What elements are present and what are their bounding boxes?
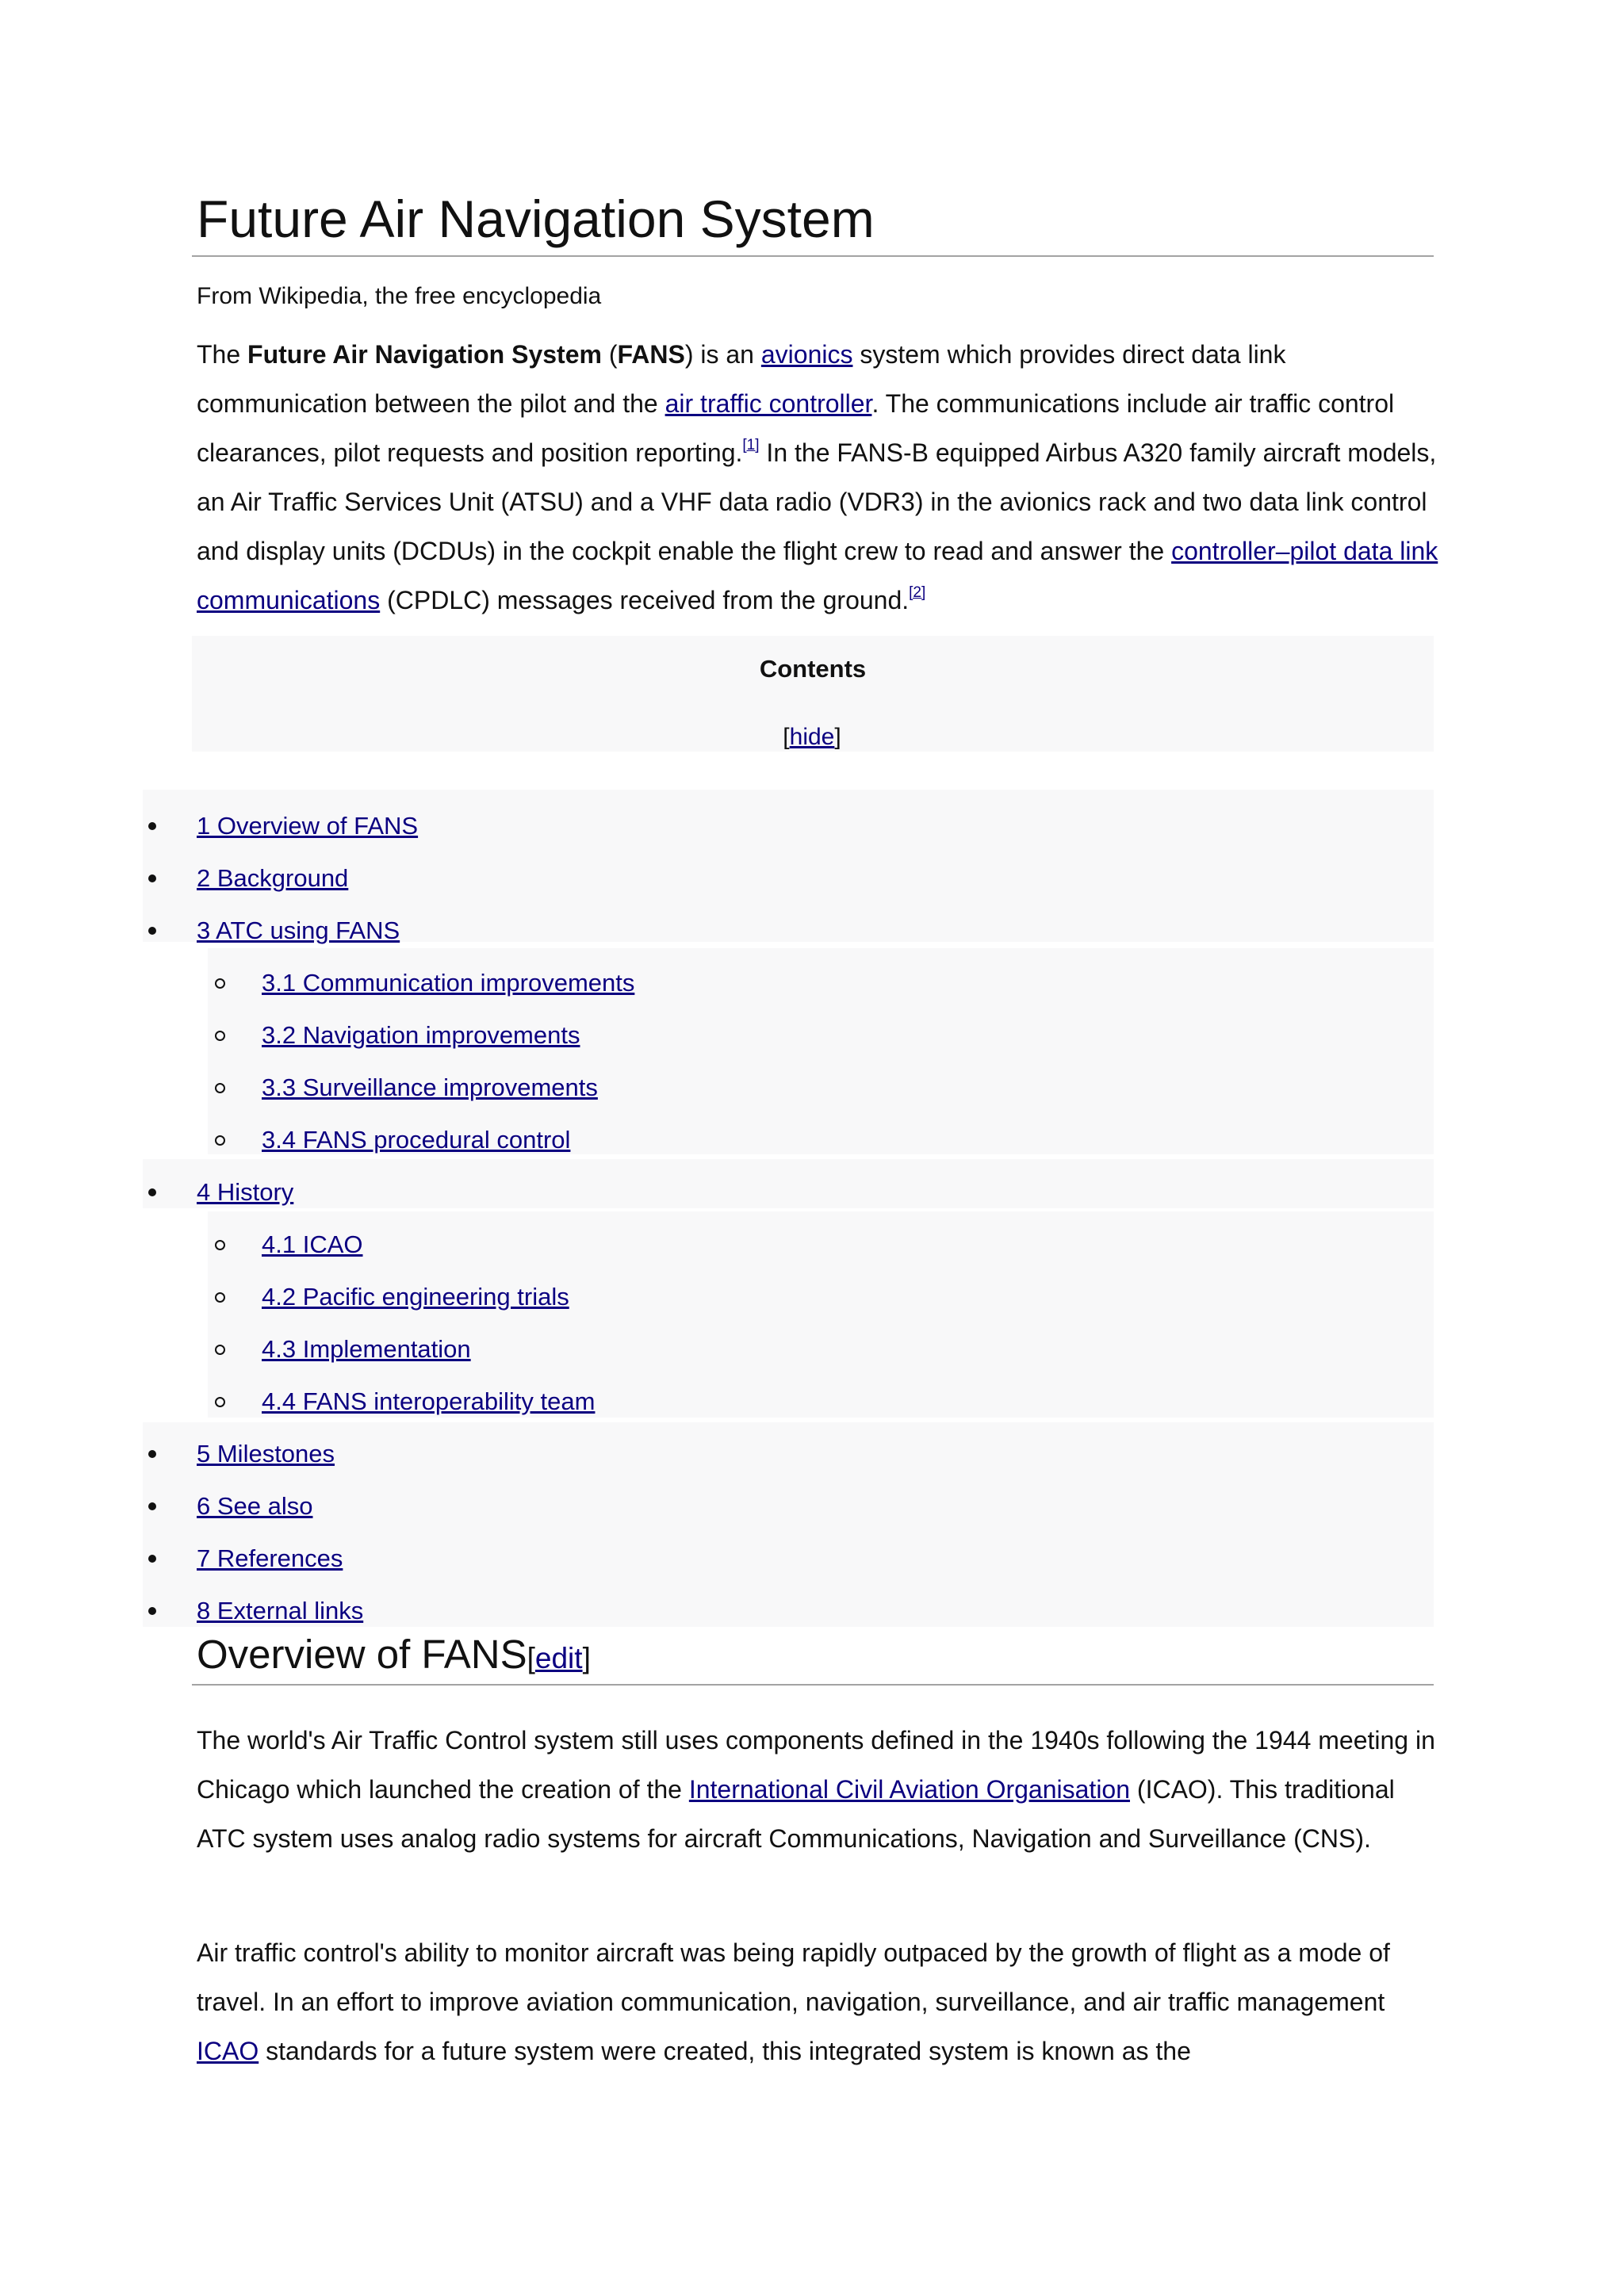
toc-item-milestones[interactable]: 5 Milestones xyxy=(197,1440,335,1468)
toc-bullet xyxy=(148,874,156,882)
toc-item-atc-using-fans[interactable]: 3 ATC using FANS xyxy=(197,916,400,944)
section-heading-text: Overview of FANS xyxy=(197,1632,527,1677)
toc-subbullet xyxy=(215,978,225,989)
toc-subbullet xyxy=(215,1135,225,1146)
toc-subbullet xyxy=(215,1083,225,1093)
toc-bullet xyxy=(148,822,156,830)
overview-paragraph-1 xyxy=(197,1716,1442,1863)
intro-paragraph xyxy=(197,330,1442,625)
section-heading-overview xyxy=(197,1630,591,1683)
section-edit xyxy=(527,1642,591,1674)
toc-subbullet xyxy=(215,1397,225,1407)
toc-subbullet xyxy=(215,1031,225,1041)
intro-text: In the FANS-B equipped Airbus A320 family aircraft models, an Air Traffic Services Unit (ATSU) and a VHF data radio (VDR3) in the avionics rack and two data link control and display units (DCDUs) in the cockpit enable the flight crew to read and answer the xyxy=(197,438,1437,565)
toc-title: Contents xyxy=(759,655,867,683)
toc-subbullet xyxy=(215,1292,225,1303)
toc-item-references[interactable]: 7 References xyxy=(197,1544,343,1572)
toc-item-see-also[interactable]: 6 See also xyxy=(197,1492,313,1520)
toc-item-navigation-improvements[interactable]: 3.2 Navigation improvements xyxy=(262,1021,580,1049)
cpdlc-link[interactable]: controller–pilot data link communications xyxy=(197,537,1438,614)
paragraph-text: The world's Air Traffic Control system still uses components defined in the 1940s following the 1944 meeting in Chicago which launched the creation of the xyxy=(197,1726,1435,1804)
toc-bullet xyxy=(148,1502,156,1510)
toc-item-communication-improvements[interactable]: 3.1 Communication improvements xyxy=(262,969,635,997)
toc-bullet xyxy=(148,1555,156,1563)
intro-text: ) is an xyxy=(684,340,761,369)
toc-item-external-links[interactable]: 8 External links xyxy=(197,1597,364,1624)
toc-hide-toggle xyxy=(0,723,1624,752)
toc-item-surveillance-improvements[interactable]: 3.3 Surveillance improvements xyxy=(262,1073,598,1101)
toc-item-icao[interactable]: 4.1 ICAO xyxy=(262,1230,363,1258)
page-title: Future Air Navigation System xyxy=(197,189,875,248)
toc-hide-link[interactable]: hide xyxy=(789,724,835,750)
avionics-link[interactable]: avionics xyxy=(760,340,853,369)
icao-organisation-link[interactable]: International Civil Aviation Organisation xyxy=(688,1775,1131,1804)
toc-item-overview-of-fans[interactable]: 1 Overview of FANS xyxy=(197,812,419,840)
toc-bullet xyxy=(148,1450,156,1458)
toc-bracket: ] xyxy=(834,724,841,750)
toc-item-fans-procedural-control[interactable]: 3.4 FANS procedural control xyxy=(262,1126,571,1154)
toc-subbullet xyxy=(215,1240,225,1250)
edit-bracket: [ xyxy=(527,1642,535,1674)
toc-bracket: [ xyxy=(783,724,790,750)
intro-text: (CPDLC) messages received from the ground. xyxy=(380,586,910,614)
toc-band xyxy=(143,1159,1434,1208)
toc-subbullet xyxy=(215,1345,225,1355)
intro-text: . The communications include air traffic control clearances, pilot requests and position reporting. xyxy=(197,389,1395,467)
toc-item-background[interactable]: 2 Background xyxy=(197,864,349,892)
intro-bold-term: Future Air Navigation System xyxy=(247,340,602,369)
title-divider xyxy=(192,255,1434,257)
intro-text: The xyxy=(197,340,248,369)
toc-item-history[interactable]: 4 History xyxy=(197,1178,294,1206)
section-edit-link[interactable]: edit xyxy=(534,1642,583,1674)
paragraph-text: Air traffic control's ability to monitor aircraft was being rapidly outpaced by the growth of flight as a mode of travel. In an effort to improve aviation communication, navigation, surveillance, and air traffic management xyxy=(197,1938,1390,2016)
page-subtitle: From Wikipedia, the free encyclopedia xyxy=(197,283,602,309)
air-traffic-controller-link[interactable]: air traffic controller xyxy=(665,389,872,418)
reference-1-link[interactable]: [1] xyxy=(742,437,760,453)
overview-paragraph-2 xyxy=(197,1928,1442,2076)
toc-item-pacific-engineering-trials[interactable]: 4.2 Pacific engineering trials xyxy=(262,1283,569,1311)
toc-bullet xyxy=(148,1607,156,1615)
intro-bold-acronym: FANS xyxy=(617,340,685,369)
toc-item-implementation[interactable]: 4.3 Implementation xyxy=(262,1335,471,1363)
paragraph-text: standards for a future system were created, this integrated system is known as the xyxy=(259,2037,1191,2065)
paragraph-text: (ICAO). This traditional ATC system uses analog radio systems for aircraft Communications, Navigation and Surveillance (CNS). xyxy=(197,1775,1395,1853)
icao-link[interactable]: ICAO xyxy=(197,2037,259,2065)
toc-bullet xyxy=(148,927,156,935)
edit-bracket: ] xyxy=(582,1642,591,1674)
toc-bullet xyxy=(148,1188,156,1196)
intro-text: ( xyxy=(601,340,618,369)
reference-2-link[interactable]: [2] xyxy=(909,584,926,601)
intro-text: system which provides direct data link communication between the pilot and the xyxy=(197,340,1286,418)
section-divider xyxy=(192,1684,1434,1686)
toc-item-fans-interoperability-team[interactable]: 4.4 FANS interoperability team xyxy=(262,1387,596,1415)
